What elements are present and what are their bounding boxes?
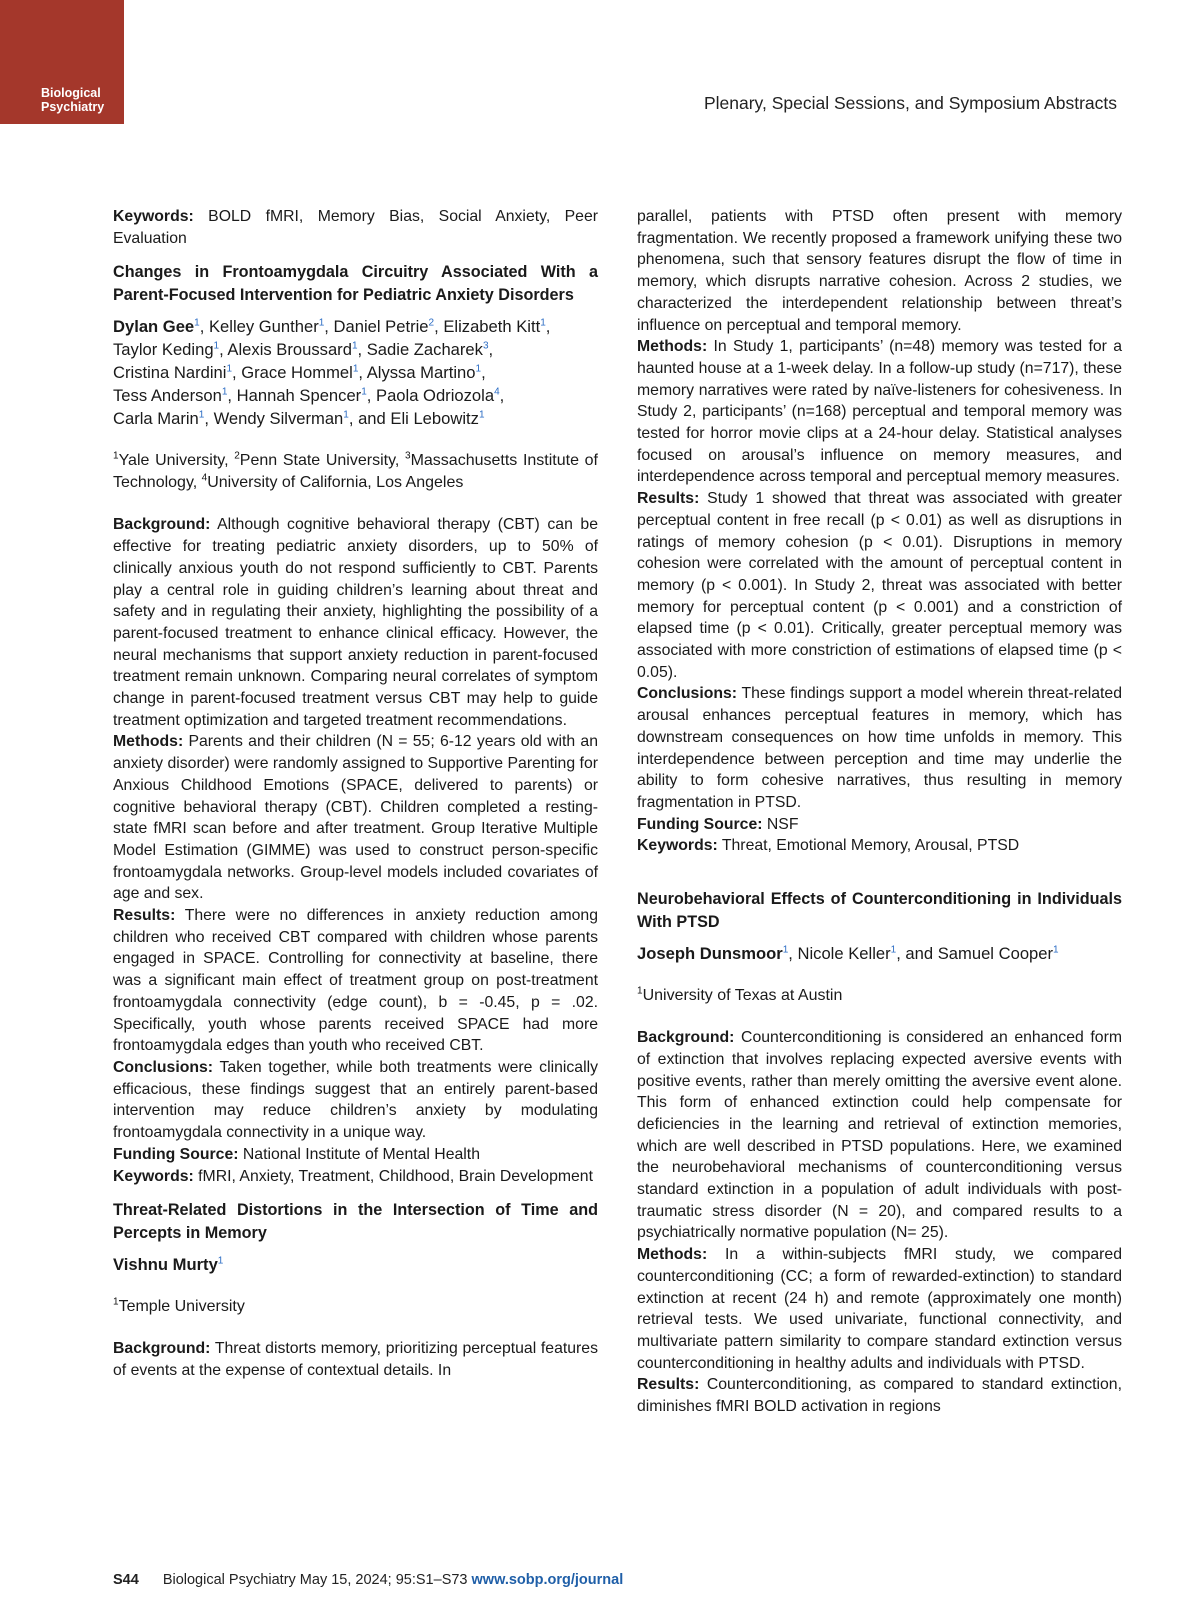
author-list-3: Joseph Dunsmoor$^1$, Nicole Keller$^1$, and Samuel Cooper$^1$ [637, 944, 1059, 964]
a1-results: Results: There were no differences in anxiety reduction among children who received CBT compared with children whose parents engaged in SPACE. Controlling for connectivity at baseline, there was a significant main effect of treatment group on post-treatment frontoamygdala connectivity (edge count), b = -0.45, p = .02. Specifically, youth whose parents received SPACE had more frontoamygdala edges than youth who received CBT. [113, 907, 598, 1055]
a2-background: Background: Threat distorts memory, prioritizing perceptual features of events at the expense of contextual details. In [113, 1340, 598, 1379]
journal-url-link[interactable]: www.sobp.org/journal [471, 1572, 624, 1588]
journal-logo [0, 0, 124, 124]
author-list-1: Dylan Gee$^1$, Kelley Gunther$^1$, Daniel Petrie$^2$, Elizabeth Kitt$^1$, Taylor Keding$^1$, Alexis Broussard$^1$, Sadie Zacharek$^3$, Cristina Nardini$^1$, Grace Hommel$^1$, Alyssa Martino$^1$, Tess Anderson$^1$, Hannah Spencer$^1$, Paola Odriozola$^4$, Carla Marin$^1$, Wendy Silverman$^1$, and Eli Lebowitz$^1$ [113, 317, 551, 429]
a2-results: Results: Study 1 showed that threat was associated with greater perceptual content in free recall (p < 0.01) as well as disruptions in ratings of memory cohesion (p < 0.01). Disruptions in memory cohesion were correlated with the amount of perceptual content in memory (p < 0.001). In Study 2, threat was associated with better memory for perceptual content (p < 0.001) and a constriction of elapsed time (p < 0.01). Critically, greater perceptual memory was associated with more constriction of estimations of elapsed time (p < 0.05). [637, 490, 1122, 681]
right-column [637, 206, 1122, 1418]
a1-background: Background: Although cognitive behavioral therapy (CBT) can be effective for treating pediatric anxiety disorders, up to 50% of clinically anxious youth do not respond sufficiently to CBT. Parents play a central role in guiding children’s learning about threat and safety and in regulating their anxiety, highlighting the possibility of a parent-focused treatment to enhance clinical efficacy. However, the neural mechanisms that support anxiety reduction in parent-focused treatment remain unknown. Comparing neural correlates of symptom change in parent-focused treatment versus CBT may help to guide treatment optimization and targeted treatment recommendations. [113, 516, 598, 729]
affiliation-3: $^1$University of Texas at Austin [637, 985, 843, 1005]
a3-methods: Methods: In a within-subjects fMRI study, we compared counterconditioning (CC; a form of rewarded-extinction) to standard extinction at recent (24 h) and remote (approximately one month) retrieval tests. We used univariate, functional connectivity, and multivariate pattern similarity to compare standard extinction versus counterconditioning in healthy adults and individuals with PTSD. [637, 1246, 1122, 1372]
a2-background-cont: parallel, patients with PTSD often present with memory fragmentation. We recently proposed a framework unifying these two phenomena, such that sensory features disrupt the flow of time in memory, which disrupts narrative cohesion. Across 2 studies, we characterized the interdependent relationship between threat’s influence on perceptual and temporal memory. [637, 208, 1122, 334]
footer-citation: Biological Psychiatry May 15, 2024; 95:S1–S73 [162, 1572, 472, 1588]
a3-background: Background: Counterconditioning is considered an enhanced form of extinction that involves replacing expected aversive events with positive events, rather than merely omitting the aversive event alone. This form of enhanced extinction could help compensate for deficiencies in the learning and retrieval of extinction memories, which are well described in PTSD populations. Here, we examined the neurobehavioral mechanisms of counterconditioning versus standard extinction in a population of adult individuals with post-traumatic stress disorder (N = 20), and compared results to a psychiatrically normative population (N= 25). [637, 1029, 1122, 1242]
logo-line-1: Biological [41, 86, 101, 100]
abstract-title-2: Threat-Related Distortions in the Intersection of Time and Percepts in Memory [113, 1201, 598, 1242]
a1-funding: Funding Source: National Institute of Mental Health [113, 1145, 480, 1163]
a2-methods: Methods: In Study 1, participants’ (n=48) memory was tested for a haunted house at a 1-week delay. In a follow-up study (n=717), these memory narratives were rated by naïve-listeners for cohesiveness. In Study 2, participants’ (n=168) perceptual and temporal memory was tested for horror movie clips at a 24-hour delay. Statistical analyses focused on arousal’s influence on memory measures, and interdependence across temporal and perceptual memory measures. [637, 338, 1122, 486]
a1-keywords: Keywords: fMRI, Anxiety, Treatment, Childhood, Brain Development [113, 1167, 593, 1185]
abstract-title-3: Neurobehavioral Effects of Counterconditioning in Individuals With PTSD [637, 890, 1122, 931]
affiliations-1: $^1$Yale University, $^2$Penn State University, $^3$Massachusetts Institute of Technology, $^4$University of California, Los Angeles [113, 451, 598, 492]
prev-keywords: Keywords: BOLD fMRI, Memory Bias, Social Anxiety, Peer Evaluation [113, 208, 598, 247]
abstract-title-1: Changes in Frontoamygdala Circuitry Associated With a Parent-Focused Intervention for Pediatric Anxiety Disorders [113, 263, 598, 304]
page-footer [113, 1572, 623, 1588]
left-column [113, 206, 598, 1382]
affiliation-2: $^1$Temple University [113, 1296, 245, 1316]
author-list-2: Vishnu Murty$^1$ [113, 1255, 224, 1275]
running-head: Plenary, Special Sessions, and Symposium Abstracts [703, 93, 1117, 113]
a2-conclusions: Conclusions: These findings support a model wherein threat-related arousal enhances perceptual features in memory, which has downstream consequences on how time unfolds in memory. This interdependence between perception and time may underlie the ability to form cohesive narratives, thus resulting in memory fragmentation in PTSD. [637, 685, 1122, 811]
a2-keywords: Keywords: Threat, Emotional Memory, Arousal, PTSD [637, 837, 1020, 855]
a1-conclusions: Conclusions: Taken together, while both treatments were clinically efficacious, these findings suggest that an entirely parent-based intervention may reduce children’s anxiety by modulating frontoamygdala connectivity in a unique way. [113, 1058, 598, 1142]
a3-results: Results: Counterconditioning, as compared to standard extinction, diminishes fMRI BOLD activation in regions [637, 1376, 1122, 1416]
logo-line-2: Psychiatry [41, 100, 105, 114]
a2-funding: Funding Source: NSF [637, 815, 799, 833]
page-number: S44 [113, 1572, 139, 1588]
a1-methods: Methods: Parents and their children (N = 55; 6-12 years old with an anxiety disorder) were randomly assigned to Supportive Parenting for Anxious Childhood Emotions (SPACE, delivered to parents) or cognitive behavioral therapy (CBT). Children completed a resting-state fMRI scan before and after treatment. Group Iterative Multiple Model Estimation (GIMME) was used to construct person-specific frontoamygdala networks. Group-level models included covariates of age and sex. [113, 733, 598, 903]
